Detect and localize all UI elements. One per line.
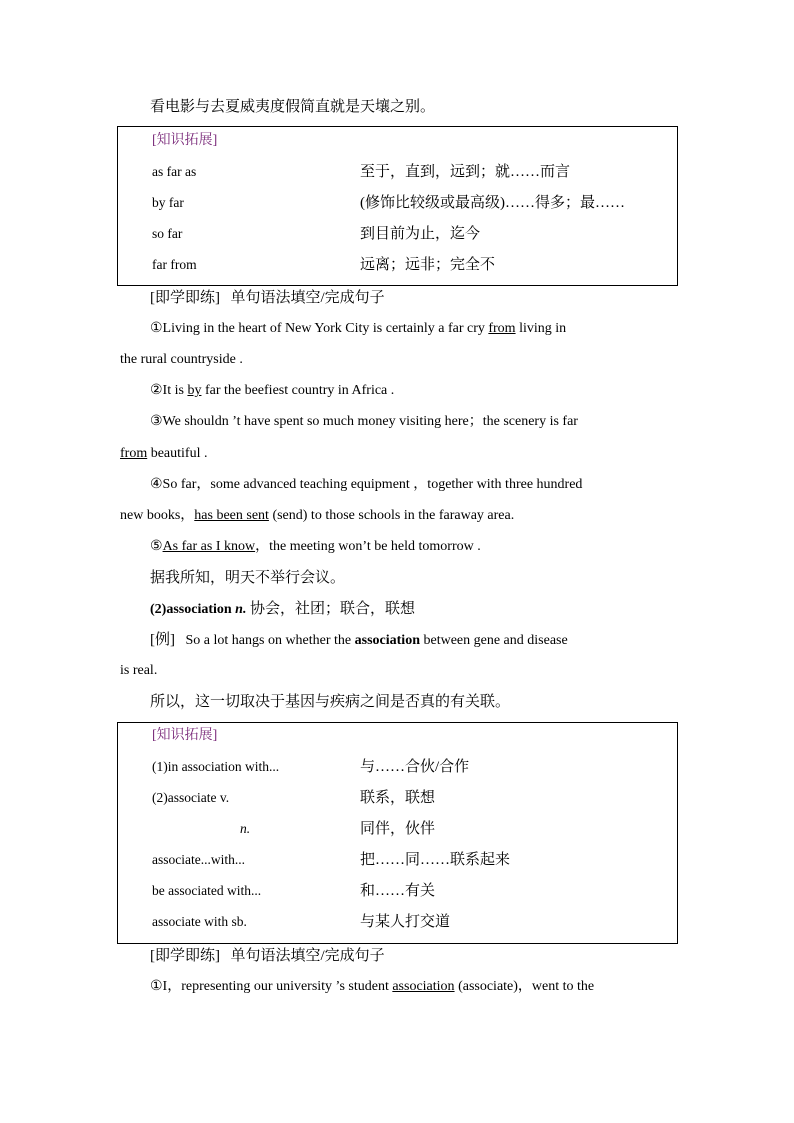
sentence-text: new books， <box>120 508 195 523</box>
phrase-en: (2)associate v. <box>152 790 230 805</box>
sentence-1 <box>150 977 594 997</box>
sentence-text: ，the meeting won’t be held tomorrow . <box>255 539 481 554</box>
phrase-en: by far <box>152 195 184 210</box>
phrase-cn: 把……同……联系起来 <box>360 852 511 868</box>
practice-title: 单句语法填空/完成句子 <box>230 290 385 306</box>
sentence-text: between gene and disease <box>423 633 568 648</box>
phrase-cn: 联系，联想 <box>360 790 436 806</box>
phrase-cn: 同伴，伙伴 <box>360 821 436 837</box>
sentence-3-cont <box>120 444 207 464</box>
phrase-en: so far <box>152 226 183 241</box>
answer-blank: from <box>488 321 516 336</box>
practice-heading <box>150 946 385 967</box>
answer-blank: from <box>120 446 148 461</box>
phrase-en: be associated with... <box>152 883 262 898</box>
example-cont: is real. <box>120 663 158 678</box>
sentence-1 <box>150 319 566 339</box>
sentence-5: ⑤As far as I know，the meeting won’t be held tomorrow . <box>150 539 481 554</box>
answer-blank: As far as I know <box>162 539 256 554</box>
phrase-cn: 和……有关 <box>360 883 436 899</box>
keyword: association <box>354 633 420 648</box>
phrase-en: (1)in association with... <box>152 759 280 774</box>
phrase-cn: 与某人打交道 <box>360 914 451 930</box>
sentence-text: far the beefiest country in Africa . <box>204 383 395 398</box>
word-term: association <box>166 602 232 617</box>
phrase-cn: 远离；远非；完全不 <box>360 257 496 273</box>
practice-label: [即学即练] <box>150 948 220 964</box>
example-translation: 所以，这一切取决于基因与疾病之间是否真的有关联。 <box>150 694 511 710</box>
phrase-cn: 至于，直到，远到；就……而言 <box>360 164 571 180</box>
practice-label: [即学即练] <box>150 290 220 306</box>
sentence-5-translation: 据我所知，明天不举行会议。 <box>150 570 346 586</box>
word-meaning: 协会，社团；联合，联想 <box>249 601 415 617</box>
sentence-text: ①I，representing our university ’s student <box>150 979 389 994</box>
knowledge-tag: [知识拓展] <box>152 728 218 743</box>
example-label: [例] <box>150 632 175 648</box>
example-sentence <box>150 630 568 651</box>
word-pos: n. <box>235 602 247 617</box>
phrase-en: as far as <box>152 164 197 179</box>
sentence-text: ②It is <box>150 383 184 398</box>
knowledge-tag: [知识拓展] <box>152 133 218 148</box>
sentence-text: beautiful . <box>150 446 208 461</box>
phrase-en: associate with sb. <box>152 914 247 929</box>
sentence-4: ④So far，some advanced teaching equipment ，together with three hundred <box>150 477 583 492</box>
sentence-text: (send) to those schools in the faraway area. <box>272 508 515 523</box>
phrase-en: associate...with... <box>152 852 245 867</box>
sentence-2 <box>150 381 394 401</box>
sentence-text: living in <box>519 321 567 336</box>
practice-title: 单句语法填空/完成句子 <box>230 948 385 964</box>
sentence-1-cont: the rural countryside . <box>120 352 243 367</box>
phrase-cn: (修饰比较级或最高级)……得多；最…… <box>360 195 625 211</box>
phrase-en: n. <box>240 821 251 836</box>
sentence-text: ①Living in the heart of New York City is certainly a far cry <box>150 321 485 336</box>
word-heading <box>150 599 415 620</box>
sentence-3: ③We shouldn ’t have spent so much money visiting here；the scenery is far <box>150 414 578 429</box>
answer-blank: association <box>392 979 455 994</box>
answer-blank: has been sent <box>194 508 269 523</box>
answer-blank: by <box>187 383 202 398</box>
sentence-4-cont <box>120 506 514 526</box>
word-number: (2) <box>150 602 167 617</box>
phrase-en: far from <box>152 257 197 272</box>
sentence-text: (associate)，went to the <box>458 979 595 994</box>
phrase-cn: 到目前为止，迄今 <box>360 226 481 242</box>
sentence-text: So a lot hangs on whether the <box>185 633 352 648</box>
translation-text: 看电影与去夏威夷度假简直就是天壤之别。 <box>150 99 436 115</box>
practice-heading <box>150 288 385 309</box>
phrase-cn: 与……合伙/合作 <box>360 759 470 775</box>
